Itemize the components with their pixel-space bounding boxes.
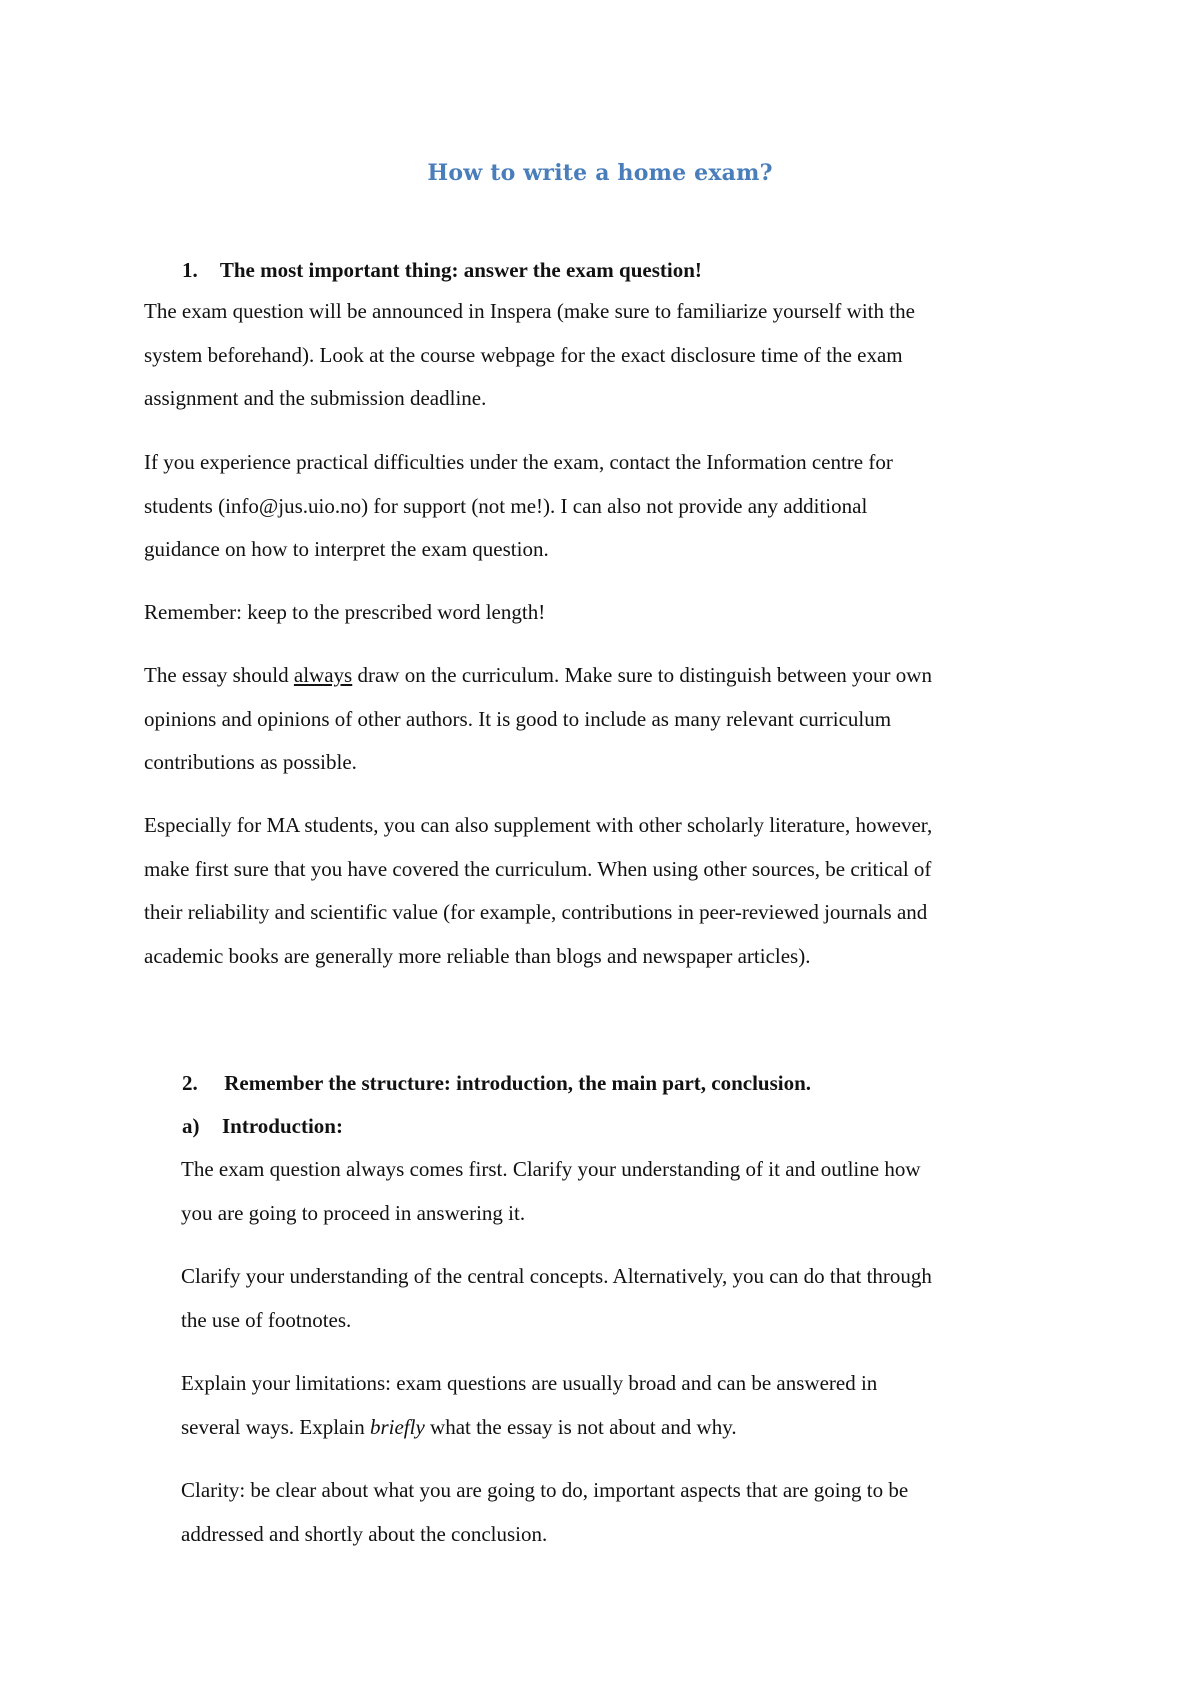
- paragraph-line: the use of footnotes.: [181, 1307, 352, 1332]
- paragraph-line: Clarity: be clear about what you are going to do, important aspects that are going to be: [181, 1478, 909, 1502]
- paragraph-word-length: [144, 591, 545, 635]
- paragraph-limitations: [181, 1362, 877, 1449]
- section-2-heading: [182, 1069, 811, 1097]
- subsection-a-heading-text: Introduction:: [222, 1114, 343, 1138]
- section-1-heading: [182, 256, 702, 284]
- text-run: draw on the curriculum. Make sure to distinguish between your own: [352, 663, 932, 687]
- paragraph-line: academic books are generally more reliable than blogs and newspaper articles).: [144, 943, 811, 968]
- paragraph-inspera: [144, 290, 915, 421]
- paragraph-line: The exam question will be announced in Inspera (make sure to familiarize yourself with the: [144, 299, 915, 323]
- paragraph-line: system beforehand). Look at the course webpage for the exact disclosure time of the exam: [144, 342, 903, 367]
- paragraph-curriculum: [144, 654, 932, 785]
- paragraph-line: students (info@jus.uio.no) for support (not me!). I can also not provide any additional: [144, 493, 868, 518]
- paragraph-central-concepts: [181, 1255, 932, 1342]
- italic-word: briefly: [369, 1414, 425, 1439]
- paragraph-line: you are going to proceed in answering it.: [181, 1200, 526, 1225]
- paragraph-line: Clarify your understanding of the central concepts. Alternatively, you can do that through: [181, 1264, 932, 1288]
- paragraph-line: [144, 654, 932, 698]
- paragraph-line: Explain your limitations: exam questions are usually broad and can be answered in: [181, 1371, 878, 1395]
- paragraph-practical-difficulties: [144, 441, 893, 572]
- underlined-word: always: [293, 663, 353, 687]
- section-1-number: 1.: [182, 258, 198, 282]
- paragraph-line: [181, 1406, 877, 1450]
- section-2-heading-text: Remember the structure: introduction, the main part, conclusion.: [224, 1071, 812, 1095]
- paragraph-line: Remember: keep to the prescribed word length!: [144, 600, 546, 624]
- text-run: The essay should: [144, 663, 294, 687]
- subsection-a-label: a): [182, 1114, 200, 1138]
- paragraph-line: Especially for MA students, you can also supplement with other scholarly literature, however,: [144, 813, 933, 837]
- text-run: several ways. Explain: [181, 1414, 370, 1439]
- paragraph-line: addressed and shortly about the conclusion.: [181, 1521, 548, 1546]
- paragraph-clarity: [181, 1469, 908, 1556]
- paragraph-exam-question-first: [181, 1148, 921, 1235]
- paragraph-line: their reliability and scientific value (for example, contributions in peer-reviewed journals and: [144, 900, 928, 924]
- paragraph-line: guidance on how to interpret the exam question.: [144, 537, 549, 561]
- paragraph-line: The exam question always comes first. Clarify your understanding of it and outline how: [181, 1157, 921, 1181]
- subsection-a-heading: [182, 1112, 343, 1140]
- paragraph-line: assignment and the submission deadline.: [144, 386, 487, 410]
- paragraph-line: opinions and opinions of other authors. It is good to include as many relevant curriculum: [144, 706, 892, 731]
- paragraph-ma-students: [144, 804, 932, 978]
- section-1-heading-text: The most important thing: answer the exam question!: [219, 258, 702, 282]
- text-run: what the essay is not about and why.: [424, 1414, 737, 1439]
- paragraph-line: contributions as possible.: [144, 750, 357, 774]
- paragraph-line: make first sure that you have covered the curriculum. When using other sources, be critical of: [144, 856, 932, 881]
- document-title: How to write a home exam?: [427, 160, 773, 186]
- section-2-number: 2.: [182, 1071, 198, 1095]
- paragraph-line: If you experience practical difficulties under the exam, contact the Information centre for: [144, 450, 893, 474]
